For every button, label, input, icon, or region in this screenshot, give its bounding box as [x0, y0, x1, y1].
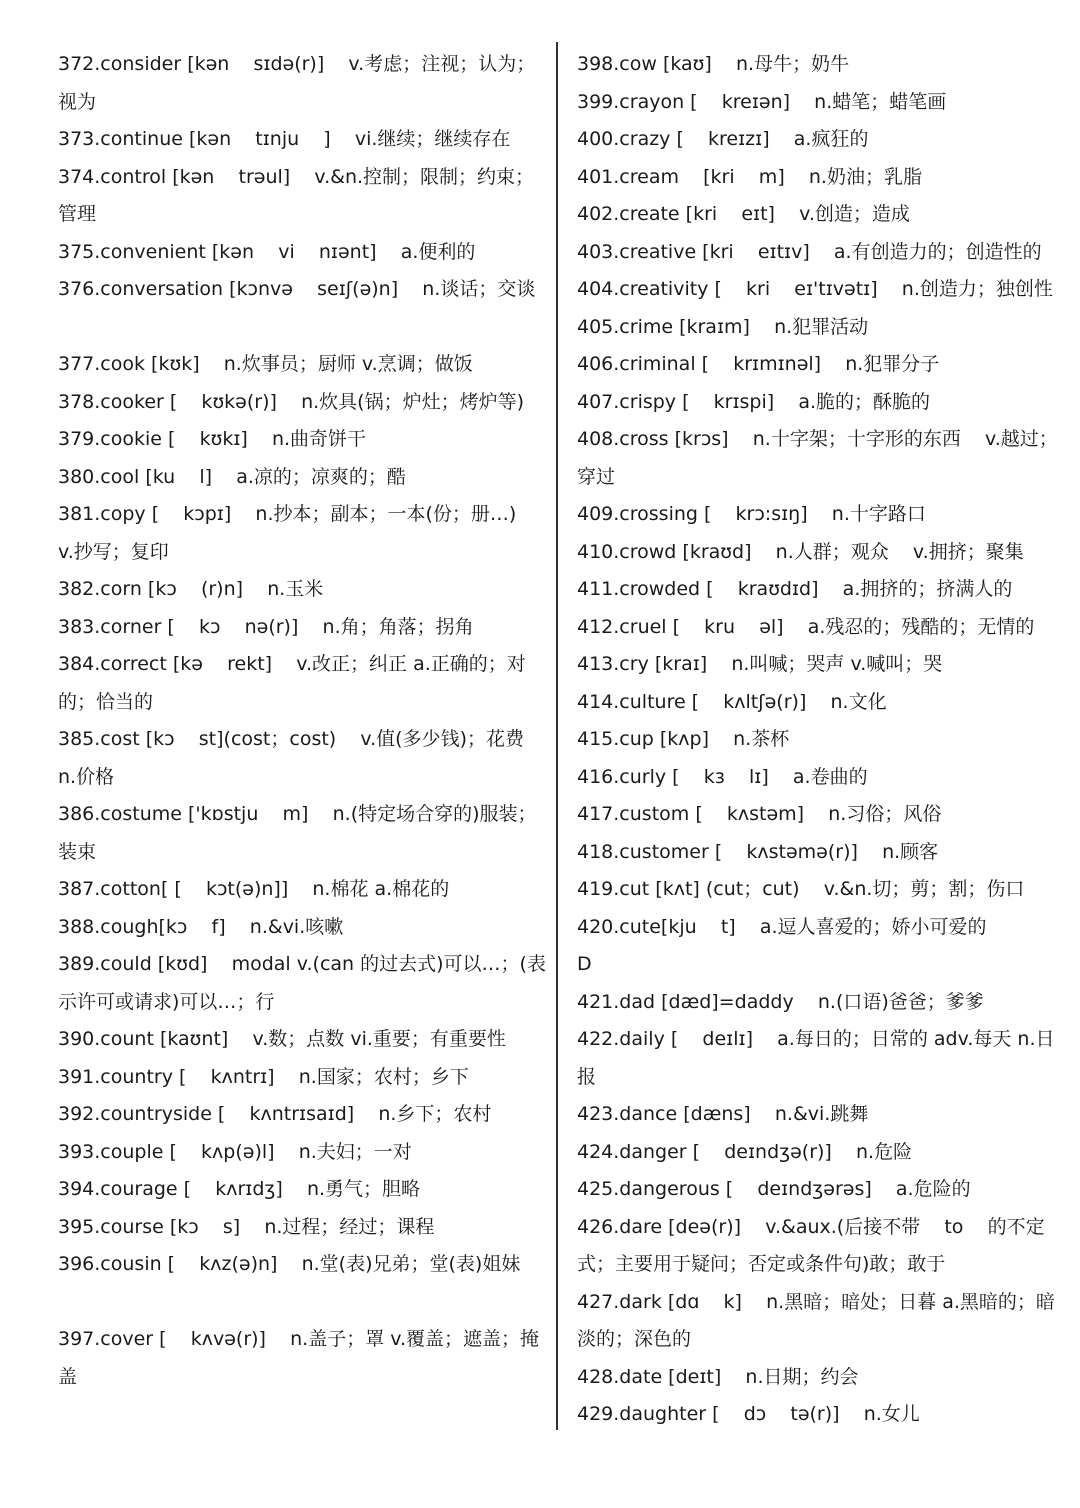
vocab-entry-405: 405.crime [kraɪm] n.犯罪活动 — [577, 315, 869, 338]
vocab-entry-400: 400.crazy [ kreɪzɪ] a.疯狂的 — [577, 128, 869, 150]
vocab-entry-374: 374.control [kən trəul] v.&n.控制；限制；约束；管理 — [58, 165, 535, 225]
vocab-entry-388: 388.cough[kɔ f] n.&vi.咳嗽 — [58, 915, 344, 938]
vocab-entry-413: 413.cry [kraɪ] n.叫喊；哭声 v.喊叫；哭 — [577, 653, 943, 675]
column-divider — [556, 42, 558, 1430]
vocab-entry-381: 381.copy [ kɔpɪ] n.抄本；副本；一本(份；册…) v.抄写；复印 — [58, 503, 541, 563]
vocab-entry-404: 404.creativity [ kri eɪ'tɪvətɪ] n.创造力；独创性 — [577, 278, 1053, 300]
vocab-entry-416: 416.curly [ kɜ lɪ] a.卷曲的 — [577, 765, 868, 788]
vocab-entry-390: 390.count [kaʊnt] v.数；点数 vi.重要；有重要性 — [58, 1028, 506, 1050]
vocab-entry-373: 373.continue [kən tɪnju ] vi.继续；继续存在 — [58, 128, 511, 150]
vocab-entry-393: 393.couple [ kʌp(ə)l] n.夫妇；一对 — [58, 1140, 412, 1163]
vocab-entry-407: 407.crispy [ krɪspi] a.脆的；酥脆的 — [577, 390, 931, 413]
vocab-entry-406: 406.criminal [ krɪmɪnəl] n.犯罪分子 — [577, 353, 940, 375]
vocab-entry-378: 378.cooker [ kʊkə(r)] n.炊具(锅；炉灶；烤炉等) — [58, 390, 524, 413]
vocab-entry-379: 379.cookie [ kʊkɪ] n.曲奇饼干 — [58, 428, 367, 450]
vocab-entry-419: 419.cut [kʌt] (cut；cut) v.&n.切；剪；割；伤口 — [577, 878, 1025, 900]
vocab-entry-425: 425.dangerous [ deɪndʒərəs] a.危险的 — [577, 1178, 971, 1200]
vocab-entry-402: 402.create [kri eɪt] v.创造；造成 — [577, 203, 910, 225]
vocab-entry-427: 427.dark [dɑ k] n.黑暗；暗处；日暮 a.黑暗的；暗淡的；深色的 — [577, 1290, 1055, 1350]
vocab-entry-395: 395.course [kɔ s] n.过程；经过；课程 — [58, 1215, 435, 1238]
vocab-entry-410: 410.crowd [kraʊd] n.人群；观众 v.拥挤；聚集 — [577, 540, 1024, 563]
vocab-entry-429: 429.daughter [ dɔ tə(r)] n.女儿 — [577, 1403, 920, 1425]
vocab-entry-411: 411.crowded [ kraʊdɪd] a.拥挤的；挤满人的 — [577, 578, 1013, 600]
vocab-entry-414: 414.culture [ kʌltʃə(r)] n.文化 — [577, 690, 887, 713]
left-column — [58, 46, 546, 1396]
vocab-entry-375: 375.convenient [kən vi nɪənt] a.便利的 — [58, 240, 476, 263]
vocab-entry-408: 408.cross [krɔs] n.十字架；十字形的东西 v.越过；穿过 — [577, 428, 1058, 488]
vocab-entry-380: 380.cool [ku l] a.凉的；凉爽的；酷 — [58, 465, 406, 488]
vocab-entry-423: 423.dance [dæns] n.&vi.跳舞 — [577, 1103, 869, 1125]
vocab-entry-392: 392.countryside [ kʌntrɪsaɪd] n.乡下；农村 — [58, 1103, 492, 1125]
vocab-entry-385: 385.cost [kɔ st](cost；cost) v.值(多少钱)；花费 n.价格 — [58, 728, 531, 788]
vocab-entry-403: 403.creative [kri eɪtɪv] a.有创造力的；创造性的 — [577, 240, 1042, 263]
vocab-entry-372: 372.consider [kən sɪdə(r)] v.考虑；注视；认为；视为 — [58, 53, 536, 113]
vocab-entry-384: 384.correct [kə rekt] v.改正；纠正 a.正确的；对的；恰当的 — [58, 653, 526, 713]
vocab-entry-386: 386.costume ['kɒstju m] n.(特定场合穿的)服装；装束 — [58, 803, 537, 863]
vocab-entry-383: 383.corner [ kɔ nə(r)] n.角；角落；拐角 — [58, 615, 474, 638]
vocab-entry-399: 399.crayon [ kreɪən] n.蜡笔；蜡笔画 — [577, 90, 947, 113]
vocab-entry-409: 409.crossing [ krɔ:sɪŋ] n.十字路口 — [577, 503, 926, 525]
vocab-entry-417: 417.custom [ kʌstəm] n.习俗；风俗 — [577, 803, 942, 825]
vocab-entry-398: 398.cow [kaʊ] n.母牛；奶牛 — [577, 53, 850, 75]
vocab-entry-422: 422.daily [ deɪlɪ] a.每日的；日常的 adv.每天 n.日报 — [577, 1028, 1055, 1088]
vocab-entry-420: 420.cute[kju t] a.逗人喜爱的；娇小可爱的 — [577, 915, 987, 938]
vocab-entry-376: 376.conversation [kɔnvə seɪʃ(ə)n] n.谈话；交谈 — [58, 278, 536, 300]
vocab-entry-391: 391.country [ kʌntrɪ] n.国家；农村；乡下 — [58, 1065, 469, 1088]
vocab-entry-401: 401.cream [kri m] n.奶油；乳脂 — [577, 165, 922, 188]
vocab-entry-412: 412.cruel [ kru əl] a.残忍的；残酷的；无情的 — [577, 615, 1035, 638]
vocab-entry-415: 415.cup [kʌp] n.茶杯 — [577, 728, 790, 750]
vocab-entry-424: 424.danger [ deɪndʒə(r)] n.危险 — [577, 1140, 913, 1163]
vocab-entry-397: 397.cover [ kʌvə(r)] n.盖子；罩 v.覆盖；遮盖；掩盖 — [58, 1328, 540, 1388]
vocab-entry-421: 421.dad [dæd]=daddy n.(口语)爸爸；爹爹 — [577, 990, 984, 1013]
section-letter-d: D — [577, 953, 592, 975]
vocab-entry-382: 382.corn [kɔ (r)n] n.玉米 — [58, 578, 324, 600]
vocab-entry-426: 426.dare [deə(r)] v.&aux.(后接不带 to 的不定式；主要用于疑问；否定或条件句)敢；敢于 — [577, 1215, 1045, 1275]
vocab-entry-389: 389.could [kʊd] modal v.(can 的过去式)可以…；(表示许可或请求)可以…；行 — [58, 953, 546, 1013]
vocab-entry-428: 428.date [deɪt] n.日期；约会 — [577, 1365, 859, 1388]
vocab-entry-387: 387.cotton[ [ kɔt(ə)n]] n.棉花 a.棉花的 — [58, 878, 450, 900]
vocab-entry-396: 396.cousin [ kʌz(ə)n] n.堂(表)兄弟；堂(表)姐妹 — [58, 1253, 521, 1275]
right-column — [577, 46, 1072, 1434]
vocab-entry-377: 377.cook [kʊk] n.炊事员；厨师 v.烹调；做饭 — [58, 353, 473, 375]
vocab-entry-418: 418.customer [ kʌstəmə(r)] n.顾客 — [577, 840, 939, 863]
vocab-entry-394: 394.courage [ kʌrɪdʒ] n.勇气；胆略 — [58, 1178, 421, 1200]
